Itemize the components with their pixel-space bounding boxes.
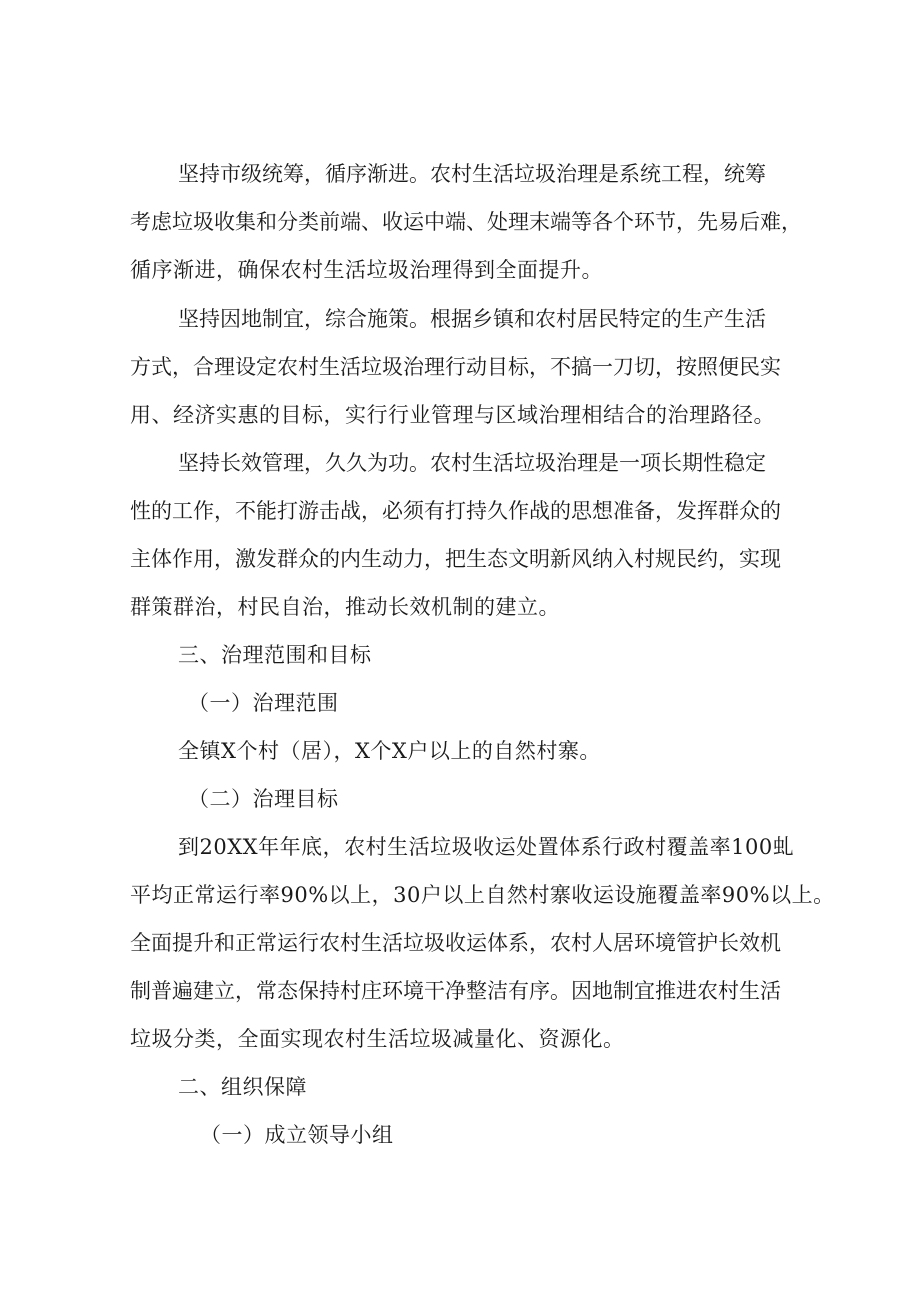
paragraph-3-line-2: 性的工作，不能打游击战，必须有打持久作战的思想准备，发挥群众的 xyxy=(130,499,781,523)
goals-line-5: 垃圾分类，全面实现农村生活垃圾减量化、资源化。 xyxy=(130,1027,625,1051)
paragraph-3-line-1: 坚持长效管理，久久为功。农村生活垃圾治理是一项长期性稳定 xyxy=(178,451,766,475)
section-heading-scope-and-goals: 三、治理范围和目标 xyxy=(178,643,372,667)
subheading-leading-group: （一）成立领导小组 xyxy=(200,1123,394,1147)
subheading-scope: （一）治理范围 xyxy=(188,691,339,715)
paragraph-1-line-2: 考虑垃圾收集和分类前端、收运中端、处理末端等各个环节，先易后难， xyxy=(130,210,802,234)
section-heading-organization: 二、组织保障 xyxy=(178,1075,307,1099)
paragraph-2-line-1: 坚持因地制宜，综合施策。根据乡镇和农村居民特定的生产生活 xyxy=(178,307,766,331)
scope-text: 全镇X个村（居），X个X户以上的自然村寨。 xyxy=(178,739,601,763)
goals-line-1: 到20XX年年底，农村生活垃圾收运处置体系行政村覆盖率100虬 xyxy=(178,835,795,859)
goals-line-3: 全面提升和正常运行农村生活垃圾收运体系，农村人居环境管护长效机 xyxy=(130,931,781,955)
paragraph-1-line-3: 循序渐进，确保农村生活垃圾治理得到全面提升。 xyxy=(130,258,603,282)
paragraph-3-line-3: 主体作用，激发群众的内生动力，把生态文明新风纳入村规民约，实现 xyxy=(130,547,781,571)
paragraph-3-line-4: 群策群治，村民自治，推动长效机制的建立。 xyxy=(130,595,560,619)
goals-line-4: 制普遍建立，常态保持村庄环境干净整洁有序。因地制宜推进农村生活 xyxy=(130,979,781,1003)
paragraph-2-line-3: 用、经济实惠的目标，实行行业管理与区域治理相结合的治理路径。 xyxy=(130,403,775,427)
subheading-goals: （二）治理目标 xyxy=(188,787,339,811)
paragraph-1-line-1: 坚持市级统筹，循序渐进。农村生活垃圾治理是系统工程，统筹 xyxy=(178,162,766,186)
goals-line-2: 平均正常运行率90%以上，30户以上自然村寨收运设施覆盖率90%以上。 xyxy=(130,883,835,907)
paragraph-2-line-2: 方式，合理设定农村生活垃圾治理行动目标，不搞一刀切，按照便民实 xyxy=(130,355,781,379)
